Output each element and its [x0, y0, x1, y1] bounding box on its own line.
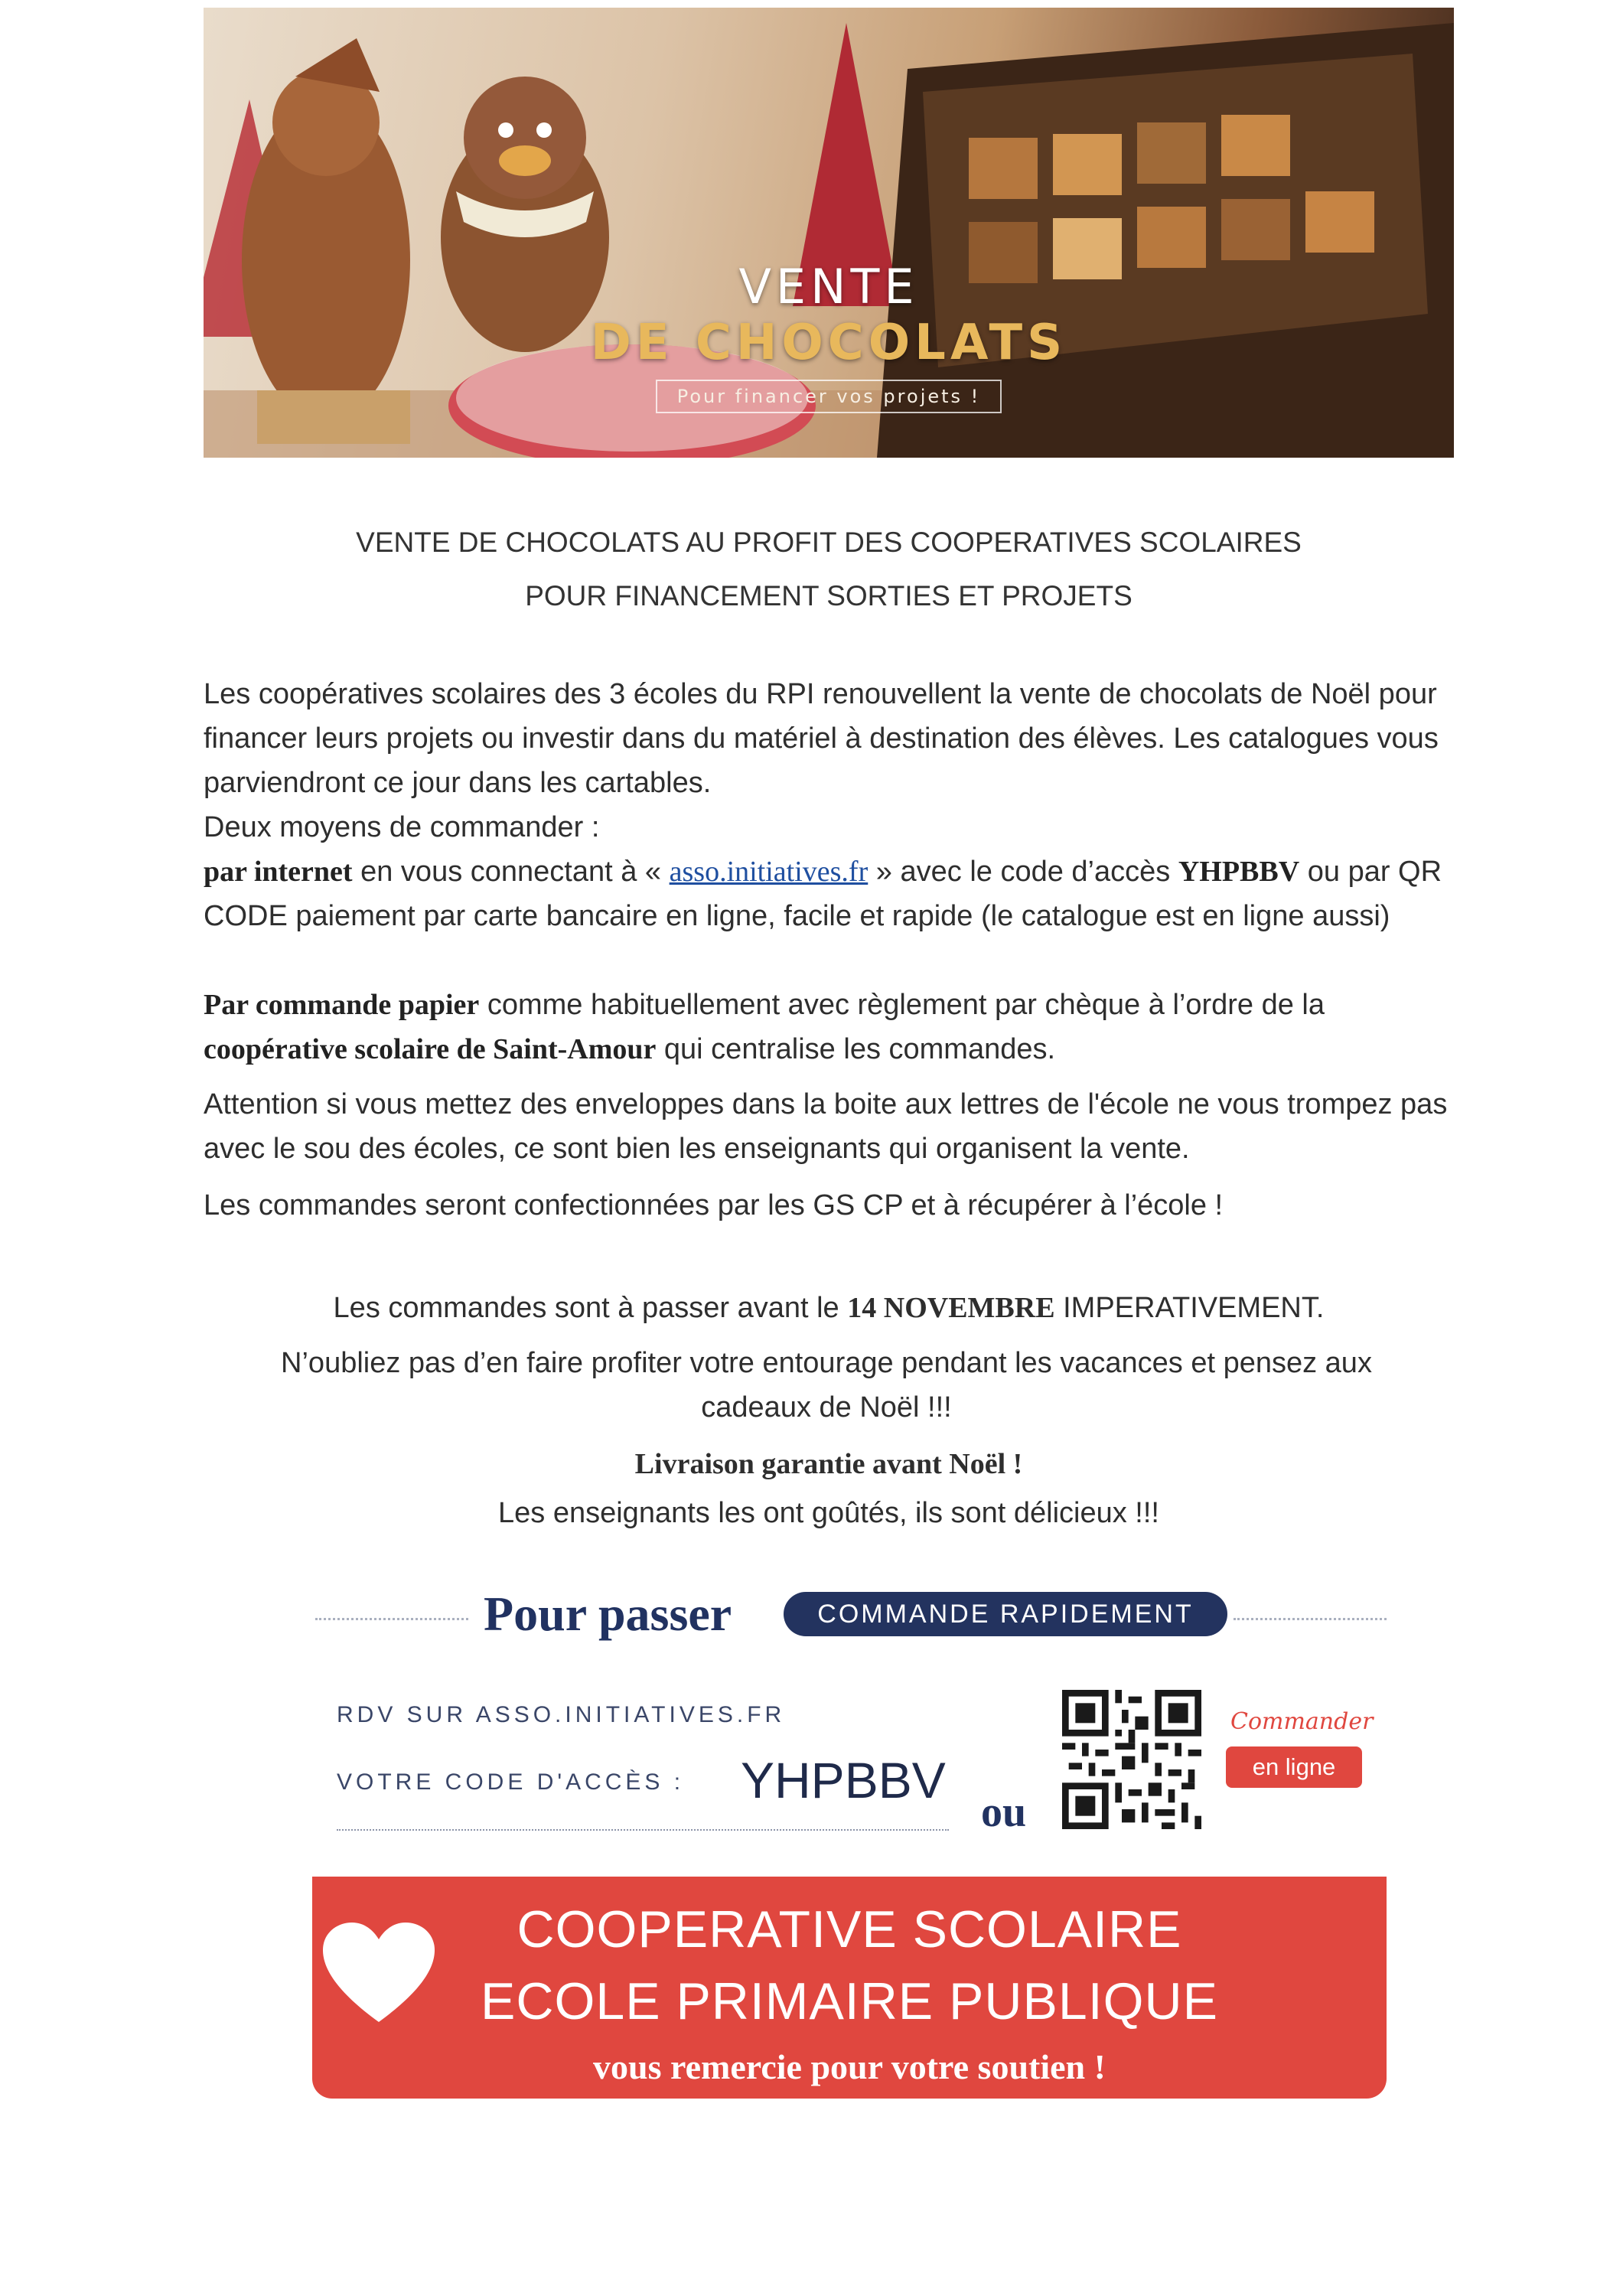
footer-line1: COOPERATIVE SCOLAIRE	[517, 1900, 1182, 1958]
deadline-line	[204, 1286, 1454, 1330]
footer-line2: ECOLE PRIMAIRE PUBLIQUE	[481, 1972, 1218, 2030]
heading-line2: POUR FINANCEMENT SORTIES ET PROJETS	[525, 580, 1133, 612]
divider	[315, 1618, 468, 1620]
internet-text3: ou par QR CODE paiement par carte bancaire en ligne, facile et rapide (le catalogue est en ligne aussi)	[204, 856, 1442, 932]
code-underline	[337, 1829, 949, 1831]
paper-order-paragraph	[204, 983, 1397, 1071]
internet-order-paragraph	[204, 850, 1458, 938]
order-card-title: Pour passer	[484, 1587, 732, 1641]
attention-paragraph: Attention si vous mettez des enveloppes dans la boite aux lettres de l'école ne vous trompez pas avec le sou des écoles, ce sont bien les enseignants qui organisent la vente.	[204, 1088, 1448, 1165]
cooperative-name: coopérative scolaire de Saint-Amour	[204, 1033, 657, 1065]
order-methods-label: Deux moyens de commander :	[204, 811, 600, 843]
deadline-text1: Les commandes sont à passer avant le	[333, 1292, 848, 1324]
taste-line: Les enseignants les ont goûtés, ils sont délicieux !!!	[498, 1497, 1159, 1529]
paper-bold: Par commande papier	[204, 989, 480, 1021]
footer-line3: vous remercie pour votre soutien !	[593, 2047, 1106, 2086]
thank-you-banner	[312, 1877, 1387, 2099]
order-online-button[interactable]: en ligne	[1226, 1746, 1362, 1788]
banner-title	[204, 260, 1454, 413]
banner-title-line2: DE CHOCOLATS	[590, 315, 1067, 371]
internet-text1: en vous connectant à «	[352, 856, 670, 888]
divider	[1234, 1618, 1387, 1620]
access-code-value: YHPBBV	[741, 1752, 946, 1808]
order-online-script: Commander	[1230, 1708, 1374, 1735]
delivery-bold: Livraison garantie avant Noël !	[634, 1448, 1023, 1480]
asso-initiatives-link[interactable]: asso.initiatives.fr	[669, 856, 869, 888]
deadline-text2: IMPERATIVEMENT.	[1054, 1292, 1325, 1324]
order-quickly-pill: COMMANDE RAPIDEMENT	[784, 1592, 1227, 1636]
deadline-date: 14 NOVEMBRE	[847, 1292, 1055, 1324]
access-code-inline: YHPBBV	[1178, 856, 1300, 888]
banner-image	[204, 8, 1454, 458]
access-code-label: VOTRE CODE D'ACCÈS :	[337, 1769, 685, 1795]
delivery-line	[204, 1442, 1454, 1486]
reminder-line: N’oubliez pas d’en faire profiter votre entourage pendant les vacances et pensez aux cadeaux de Noël !!!	[281, 1347, 1372, 1424]
order-card	[315, 1577, 1387, 1860]
internet-text2: » avec le code d’accès	[868, 856, 1178, 888]
heading-line1: VENTE DE CHOCOLATS AU PROFIT DES COOPERATIVES SCOLAIRES	[356, 527, 1302, 558]
internet-bold: par internet	[204, 856, 353, 888]
intro-paragraph: Les coopératives scolaires des 3 écoles du RPI renouvellent la vente de chocolats de Noël pour financer leurs projets ou investir dans du matériel à destination des élèves. Les catalogues vous parviendront ce jour dans les cartables.	[204, 678, 1439, 799]
paper-text2: qui centralise les commandes.	[656, 1033, 1056, 1065]
qr-code-icon[interactable]	[1062, 1690, 1201, 1829]
or-text: ou	[981, 1789, 1027, 1836]
rdv-text: RDV SUR ASSO.INITIATIVES.FR	[337, 1702, 786, 1727]
banner-subtitle: Pour financer vos projets !	[656, 380, 1002, 413]
pickup-paragraph: Les commandes seront confectionnées par les GS CP et à récupérer à l’école !	[204, 1189, 1224, 1221]
paper-text1: comme habituellement avec règlement par chèque à l’ordre de la	[479, 989, 1325, 1021]
banner-title-line1: VENTE	[738, 259, 919, 315]
